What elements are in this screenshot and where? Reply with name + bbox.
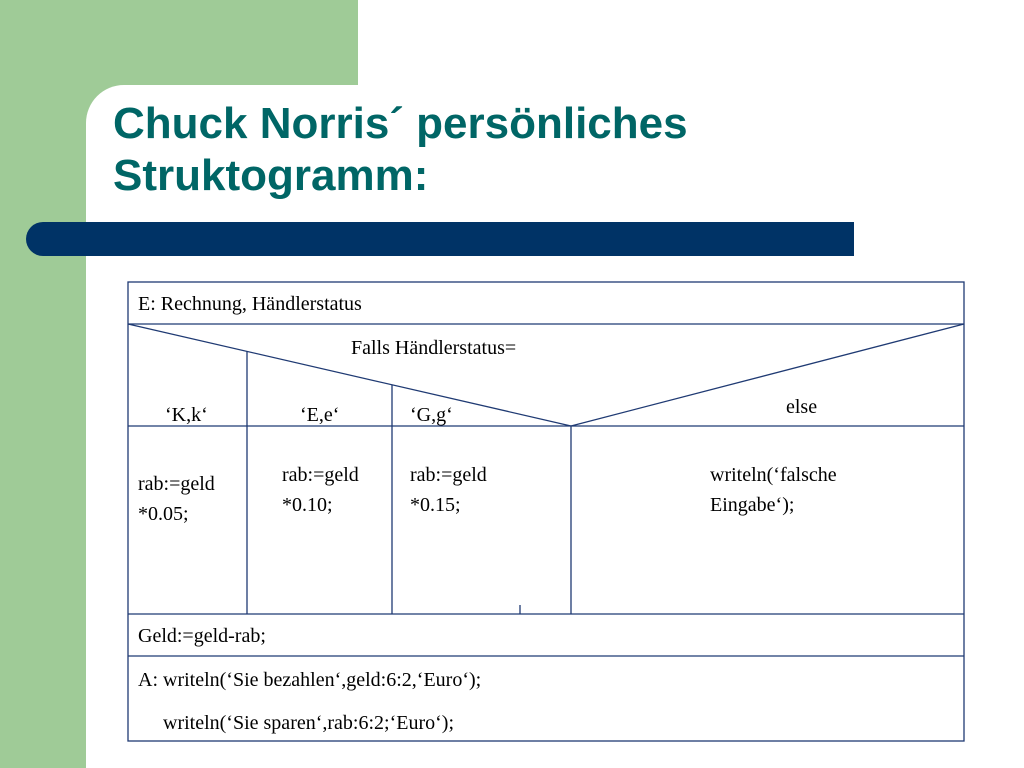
- title-line-2: Struktogramm:: [113, 151, 429, 200]
- case-condition: Falls Händlerstatus=: [351, 337, 517, 359]
- case-diagonal-right: [571, 324, 964, 426]
- input-statement: E: Rechnung, Händlerstatus: [138, 293, 362, 315]
- case-label-else: else: [786, 396, 818, 418]
- case-g-body-line-1: rab:=geld: [410, 464, 487, 486]
- assignment-statement: Geld:=geld-rab;: [138, 625, 266, 647]
- case-g-body-line-2: *0.15;: [410, 494, 461, 516]
- title-line-1: Chuck Norris´ persönliches: [113, 99, 688, 148]
- case-k-body-line-1: rab:=geld: [138, 473, 215, 495]
- case-e-body-line-1: rab:=geld: [282, 464, 359, 486]
- case-label-g: ‘G,g‘: [410, 404, 453, 426]
- case-else-body-line-2: Eingabe‘);: [710, 494, 795, 516]
- case-else-body-line-1: writeln(‘falsche: [710, 464, 837, 486]
- case-label-e: ‘E,e‘: [300, 404, 340, 426]
- case-e-body-line-2: *0.10;: [282, 494, 333, 516]
- case-k-body-line-2: *0.05;: [138, 503, 189, 525]
- output-line-2: writeln(‘Sie sparen‘,rab:6:2;‘Euro‘);: [163, 712, 455, 734]
- output-line-1: A: writeln(‘Sie bezahlen‘,geld:6:2,‘Euro‘);: [138, 669, 482, 691]
- case-label-k: ‘K,k‘: [165, 404, 208, 426]
